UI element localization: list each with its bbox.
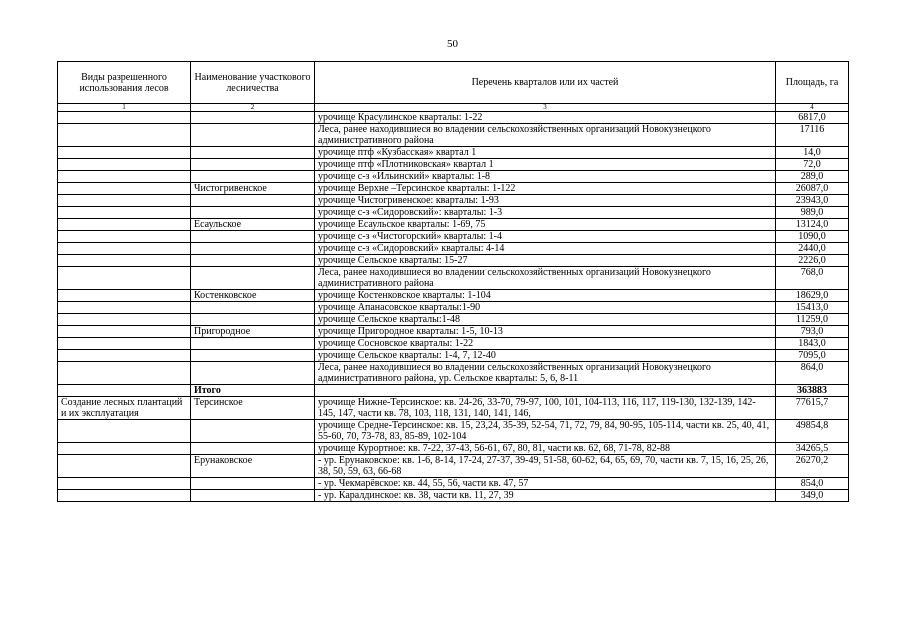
header-quarters: Перечень кварталов или их частей [315,62,776,104]
quarters-cell: урочище с-з «Ильинский» кварталы: 1-8 [315,171,776,183]
area-cell: 34265,5 [776,443,849,455]
area-cell: 26087,0 [776,183,849,195]
table-row [58,350,849,362]
quarters-cell: урочище с-з «Сидоровский»: кварталы: 1-3 [315,207,776,219]
forestry-cell [191,314,315,326]
header-forestry: Наименование участкового лесничества [191,62,315,104]
forestry-cell: Итого [191,385,315,397]
use-type-cell [58,255,191,267]
use-type-cell [58,171,191,183]
use-type-cell [58,302,191,314]
use-type-cell [58,267,191,290]
table-row [58,183,849,195]
table-row [58,267,849,290]
use-type-cell [58,290,191,302]
area-cell: 18629,0 [776,290,849,302]
use-type-cell [58,326,191,338]
forestry-cell [191,443,315,455]
use-type-cell [58,490,191,502]
area-cell: 15413,0 [776,302,849,314]
forestry-cell: Терсинское [191,397,315,420]
area-cell: 72,0 [776,159,849,171]
forestry-cell [191,231,315,243]
column-number: 2 [191,104,315,112]
forestry-cell: Пригородное [191,326,315,338]
table-row [58,159,849,171]
table-row [58,490,849,502]
forest-quarters-table [57,61,849,502]
table-row [58,255,849,267]
table-row [58,195,849,207]
use-type-cell [58,219,191,231]
quarters-cell: - ур. Чекмарёвское: кв. 44, 55, 56, части кв. 47, 57 [315,478,776,490]
forestry-cell [191,159,315,171]
area-cell: 17116 [776,124,849,147]
table-row [58,219,849,231]
area-cell: 49854,8 [776,420,849,443]
quarters-cell: урочище Курортное: кв. 7-22, 37-43, 56-61, 67, 80, 81, части кв. 62, 68, 71-78, 82-88 [315,443,776,455]
area-cell: 768,0 [776,267,849,290]
area-cell: 14,0 [776,147,849,159]
table-row [58,478,849,490]
area-cell: 1843,0 [776,338,849,350]
forestry-cell: Чистогривенское [191,183,315,195]
use-type-cell [58,443,191,455]
quarters-cell: урочище Красулинское кварталы: 1-22 [315,112,776,124]
forestry-cell [191,171,315,183]
table-row [58,326,849,338]
column-number-row [58,104,849,112]
table-row [58,397,849,420]
area-cell: 363883 [776,385,849,397]
area-cell: 854,0 [776,478,849,490]
use-type-cell: Создание лесных плантаций и их эксплуатация [58,397,191,420]
quarters-cell: урочище Сельское кварталы: 15-27 [315,255,776,267]
area-cell: 23943,0 [776,195,849,207]
area-cell: 2440,0 [776,243,849,255]
use-type-cell [58,478,191,490]
forestry-cell [191,362,315,385]
area-cell: 77615,7 [776,397,849,420]
use-type-cell [58,314,191,326]
forestry-cell [191,420,315,443]
forestry-cell: Костенковское [191,290,315,302]
forestry-cell [191,112,315,124]
table-row [58,385,849,397]
use-type-cell [58,231,191,243]
quarters-cell: Леса, ранее находившиеся во владении сельскохозяйственных организаций Новокузнецкого административного района [315,267,776,290]
quarters-cell: урочище Сельское кварталы: 1-4, 7, 12-40 [315,350,776,362]
quarters-cell: урочище птф «Плотниковская» квартал 1 [315,159,776,171]
forestry-cell [191,350,315,362]
table-row [58,302,849,314]
table-row [58,124,849,147]
forestry-cell [191,255,315,267]
table-row [58,314,849,326]
table-row [58,362,849,385]
use-type-cell [58,124,191,147]
area-cell: 2226,0 [776,255,849,267]
quarters-cell: урочище Костенковское кварталы: 1-104 [315,290,776,302]
quarters-cell: урочище Верхне –Терсинское кварталы: 1-122 [315,183,776,195]
header-use-type: Виды разрешенного использования лесов [58,62,191,104]
quarters-cell: Леса, ранее находившиеся во владении сельскохозяйственных организаций Новокузнецкого административного района, ур. Сельское кварталы: 5, 6, 8-11 [315,362,776,385]
use-type-cell [58,350,191,362]
column-number: 3 [315,104,776,112]
table-row [58,290,849,302]
use-type-cell [58,455,191,478]
use-type-cell [58,385,191,397]
quarters-cell: урочище Апанасовское кварталы:1-90 [315,302,776,314]
use-type-cell [58,243,191,255]
column-number: 4 [776,104,849,112]
use-type-cell [58,183,191,195]
table-row [58,455,849,478]
quarters-cell: урочище Сельское кварталы:1-48 [315,314,776,326]
use-type-cell [58,195,191,207]
use-type-cell [58,112,191,124]
area-cell: 6817,0 [776,112,849,124]
table-row [58,207,849,219]
quarters-cell: - ур. Каралдинское: кв. 38, части кв. 11, 27, 39 [315,490,776,502]
forestry-cell [191,124,315,147]
quarters-cell: урочище с-з «Сидоровский» кварталы: 4-14 [315,243,776,255]
quarters-cell [315,385,776,397]
area-cell: 989,0 [776,207,849,219]
forestry-cell [191,490,315,502]
column-number: 1 [58,104,191,112]
use-type-cell [58,420,191,443]
forestry-cell [191,267,315,290]
use-type-cell [58,338,191,350]
quarters-cell: урочище Есаульское кварталы: 1-69, 75 [315,219,776,231]
area-cell: 26270,2 [776,455,849,478]
area-cell: 7095,0 [776,350,849,362]
forestry-cell [191,302,315,314]
use-type-cell [58,159,191,171]
quarters-cell: - ур. Ерунаковское: кв. 1-6, 8-14, 17-24, 27-37, 39-49, 51-58, 60-62, 64, 65, 69, 70, части кв. 7, 15, 16, 25, 26, 38, 50, 59, 63, 66-68 [315,455,776,478]
quarters-cell: урочище Пригородное кварталы: 1-5, 10-13 [315,326,776,338]
forestry-cell [191,338,315,350]
forestry-cell: Ерунаковское [191,455,315,478]
area-cell: 289,0 [776,171,849,183]
table-row [58,231,849,243]
area-cell: 11259,0 [776,314,849,326]
table-row [58,171,849,183]
forestry-cell: Есаульское [191,219,315,231]
table-header-row [58,62,849,104]
quarters-cell: Леса, ранее находившиеся во владении сельскохозяйственных организаций Новокузнецкого административного района [315,124,776,147]
area-cell: 793,0 [776,326,849,338]
quarters-cell: урочище Средне-Терсинское: кв. 15, 23,24, 35-39, 52-54, 71, 72, 79, 84, 90-95, 105-114, части кв. 25, 40, 41, 55-60, 70, 73-78, 83, 85-89, 102-104 [315,420,776,443]
use-type-cell [58,207,191,219]
area-cell: 1090,0 [776,231,849,243]
use-type-cell [58,362,191,385]
table-row [58,420,849,443]
table-row [58,147,849,159]
quarters-cell: урочище с-з «Чистогорский» кварталы: 1-4 [315,231,776,243]
forestry-cell [191,147,315,159]
forestry-cell [191,243,315,255]
forestry-cell [191,195,315,207]
header-area: Площадь, га [776,62,849,104]
area-cell: 349,0 [776,490,849,502]
quarters-cell: урочище птф «Кузбасская» квартал 1 [315,147,776,159]
table-row [58,338,849,350]
area-cell: 864,0 [776,362,849,385]
forestry-cell [191,207,315,219]
quarters-cell: урочище Сосновское кварталы: 1-22 [315,338,776,350]
area-cell: 13124,0 [776,219,849,231]
table-row [58,243,849,255]
use-type-cell [58,147,191,159]
quarters-cell: урочище Чистогривенское: кварталы: 1-93 [315,195,776,207]
quarters-cell: урочище Нижне-Терсинское: кв. 24-26, 33-70, 79-97, 100, 101, 104-113, 116, 117, 119-130, 132-139, 142-145, 147, части кв. 78, 103, 118, 131, 140, 141, 146, [315,397,776,420]
page-number: 50 [447,38,458,50]
table-row [58,112,849,124]
table-row [58,443,849,455]
forestry-cell [191,478,315,490]
